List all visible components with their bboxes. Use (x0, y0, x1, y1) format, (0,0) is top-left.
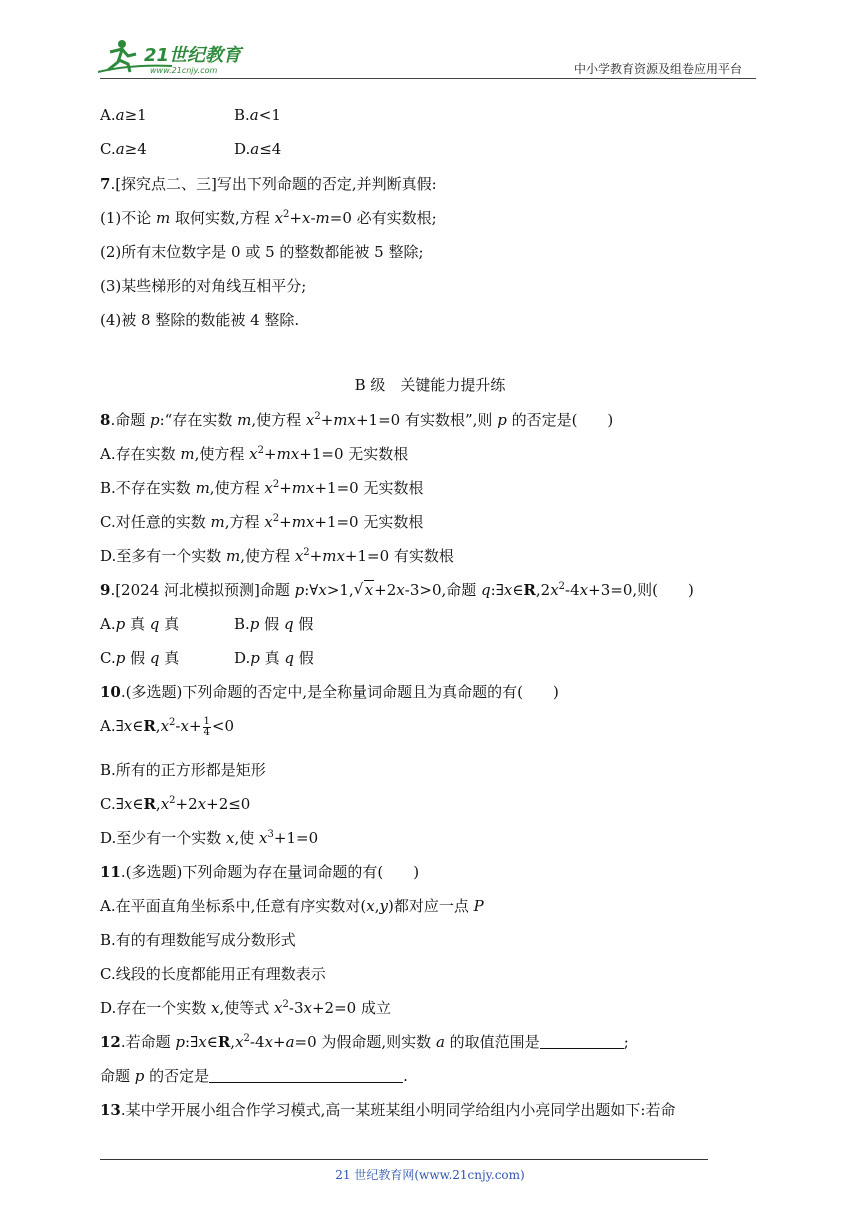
q8-stem: 8.命题 p:“存在实数 m,使方程 $x^2+mx+1=0$ 有实数根”,则 p 的否定是( ) (100, 411, 614, 429)
q9-option-a: A.p 真 q 真 (100, 615, 180, 633)
q8-option-b: B.不存在实数 m,使方程 $x^2+mx+1=0$ 无实数根 (100, 479, 424, 497)
site-name: 中小学教育资源及组卷应用平台 (574, 62, 743, 76)
q12-line-2: 命题 p 的否定是 . (100, 1067, 408, 1085)
footer-divider (100, 1159, 708, 1160)
q11-option-b: B.有的有理数能写成分数形式 (100, 931, 296, 949)
q12-stem: 12.若命题 $p:\exists x\in R,x^2-4x+a=0$ 为假命题,则实数 a 的取值范围是 ; (100, 1033, 629, 1051)
q11-option-c: C.线段的长度都能用正有理数表示 (100, 965, 326, 983)
q11-stem: 11.(多选题)下列命题为存在量词命题的有( ) (100, 863, 420, 881)
q8-option-c: C.对任意的实数 m,方程 $x^2+mx+1=0$ 无实数根 (100, 513, 424, 531)
q7-item-3: (3)某些梯形的对角线互相平分; (100, 277, 307, 295)
q9-option-c: C.p 假 q 真 (100, 649, 180, 667)
answer-blank-2[interactable] (209, 1067, 403, 1083)
q7-item-2: (2)所有末位数字是 0 或 5 的整数都能被 5 整除; (100, 243, 424, 261)
q8-option-d: D.至多有一个实数 m,使方程 $x^2+mx+1=0$ 有实数根 (100, 547, 454, 565)
logo-text: 21世纪教育 (144, 45, 242, 66)
logo-url: www.21cnjy.com (150, 66, 218, 75)
q7-item-4: (4)被 8 整除的数能被 4 整除. (100, 311, 300, 329)
q10-option-b: B.所有的正方形都是矩形 (100, 761, 266, 779)
q9-option-b: B.p 假 q 假 (234, 615, 314, 633)
q11-option-a: A.在平面直角坐标系中,任意有序实数对(x,y)都对应一点 P (100, 897, 484, 915)
q6-option-a: A.a≥1 (100, 106, 147, 124)
site-logo (92, 36, 262, 78)
q6-option-b: B.a<1 (234, 106, 281, 124)
q10-option-a: $A.\exists x\in R,x^2-x+$ $\frac{1}{4}$ <0 (100, 715, 235, 738)
q6-option-c: C.a≥4 (100, 140, 147, 158)
q13-stem: 13.某中学开展小组合作学习模式,高一某班某组小明同学给组内小亮同学出题如下:若命 (100, 1101, 676, 1119)
q6-option-d: D.a≤4 (234, 140, 282, 158)
q7-stem: 7.[探究点二、三]写出下列命题的否定,并判断真假: (100, 175, 437, 193)
q10-option-c: $C.\exists x\in R,x^2+2x+2\le 0$ (100, 795, 251, 813)
q9-stem: 9.[2024 河北模拟预测]命题 p:∀x>1,√ x+2x-3>0,命题 $q:\exists x\in R,2x^2-4x+3=0$,则( ) (100, 579, 694, 601)
section-title: B 级 关键能力提升练 (354, 376, 506, 394)
q7-item-1: (1)不论 m 取何实数,方程 $x^2+x-m=0$ 必有实数根; (100, 209, 437, 227)
answer-blank-1[interactable] (540, 1033, 624, 1049)
q10-option-d: D.至少有一个实数 x,使 $x^3+1=0$ (100, 829, 319, 847)
footer-text: 21 世纪教育网(www.21cnjy.com) (335, 1168, 525, 1182)
runner-logo-icon (92, 36, 262, 78)
q10-stem: 10.(多选题)下列命题的否定中,是全称量词命题且为真命题的有( ) (100, 683, 559, 701)
q9-option-d: D.p 真 q 假 (234, 649, 314, 667)
q8-option-a: A.存在实数 m,使方程 $x^2+mx+1=0$ 无实数根 (100, 445, 409, 463)
q11-option-d: D.存在一个实数 x,使等式 $x^2-3x+2=0$ 成立 (100, 999, 391, 1017)
header-divider (100, 78, 756, 79)
